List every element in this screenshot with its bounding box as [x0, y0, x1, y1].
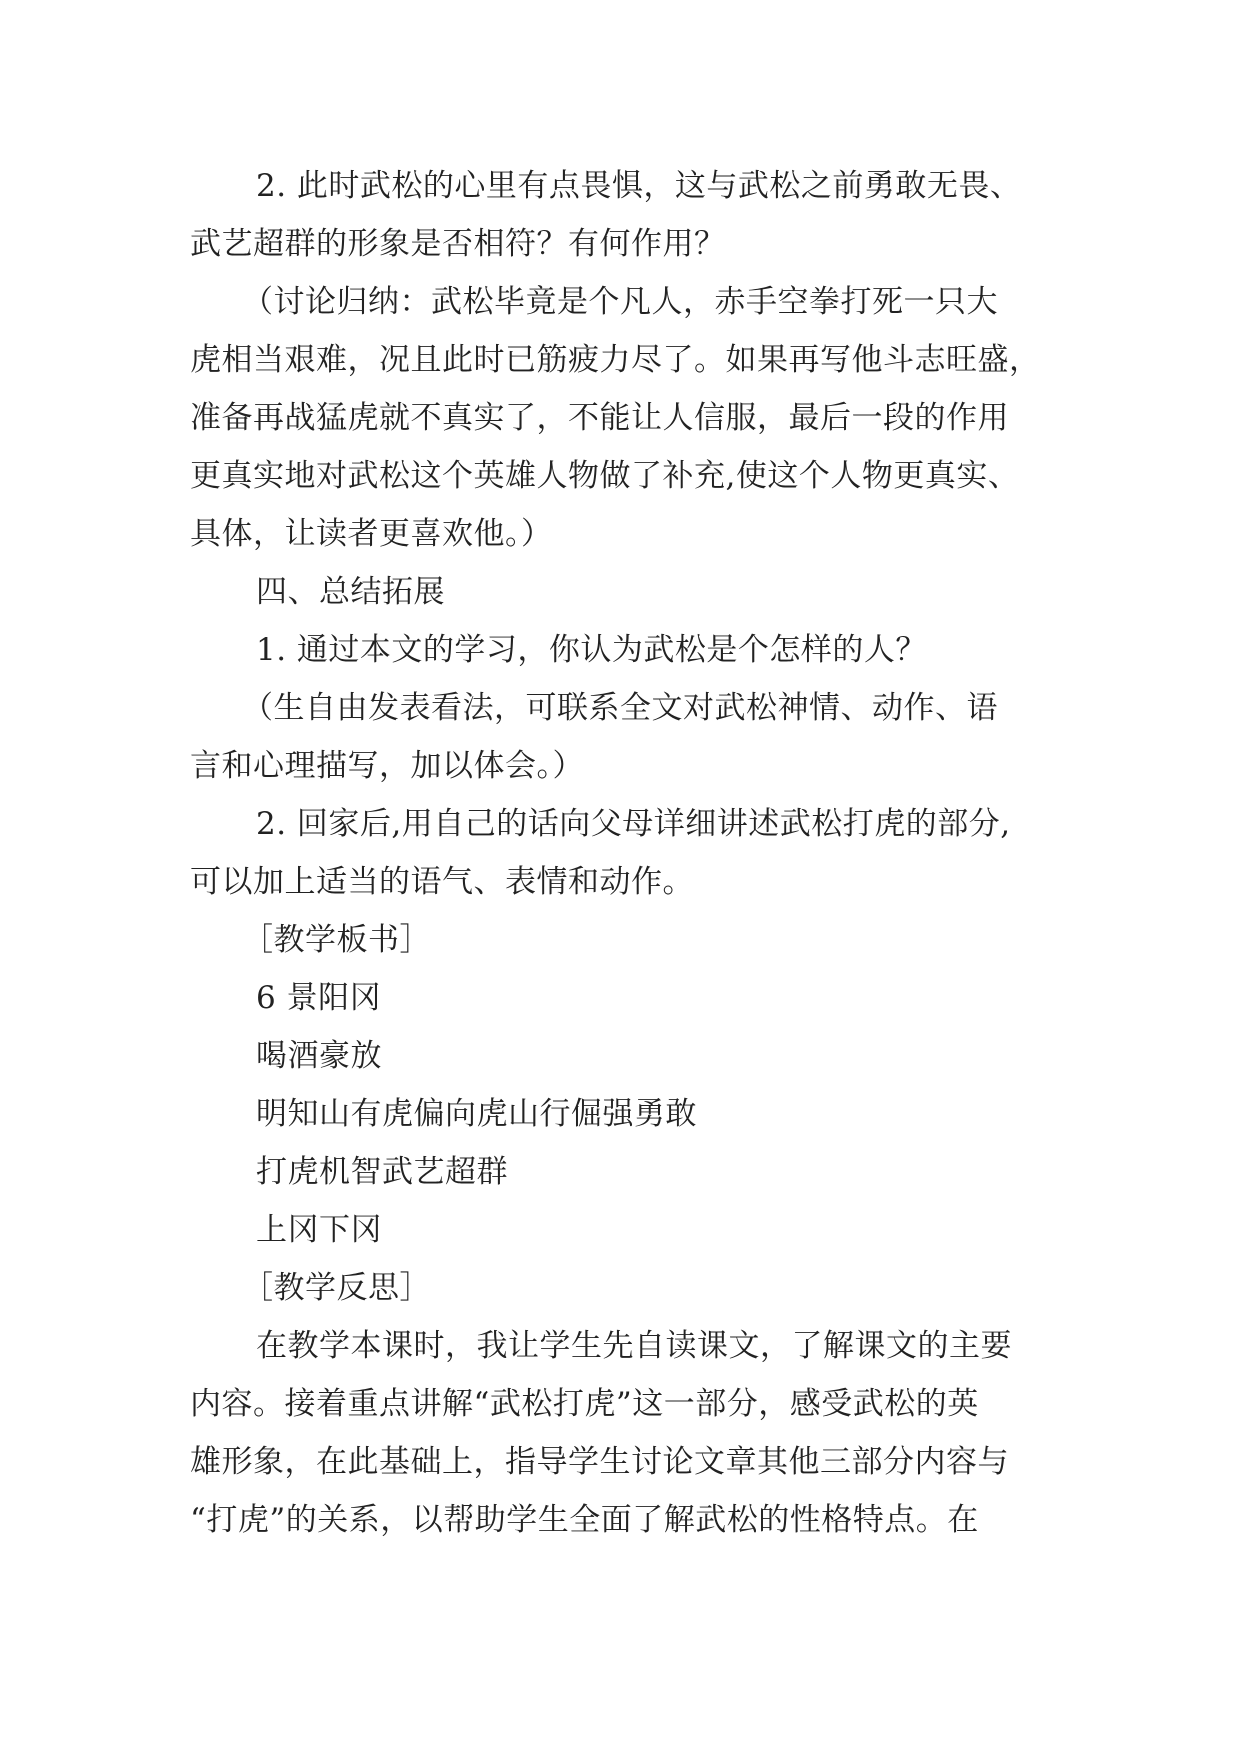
- blackboard-line: 6 景阳冈: [256, 980, 382, 1016]
- paragraph-line: 2. 此时武松的心里有点畏惧，这与武松之前勇敢无畏、: [256, 168, 1022, 204]
- paragraph-line: “打虎”的关系，以帮助学生全面了解武松的性格特点。在: [190, 1502, 979, 1538]
- paragraph-line: 内容。接着重点讲解“武松打虎”这一部分，感受武松的英: [190, 1386, 979, 1422]
- paragraph-line: 更真实地对武松这个英雄人物做了补充,使这个人物更真实、: [190, 458, 1020, 494]
- section-heading: 四、总结拓展: [256, 574, 445, 610]
- paragraph-line: （生自由发表看法，可联系全文对武松神情、动作、语: [242, 690, 998, 726]
- section-heading: ［教学板书］: [242, 922, 431, 958]
- paragraph-line: 雄形象，在此基础上，指导学生讨论文章其他三部分内容与: [190, 1444, 1009, 1480]
- paragraph-line: 虎相当艰难，况且此时已筋疲力尽了。如果再写他斗志旺盛，: [190, 342, 1041, 378]
- blackboard-line: 明知山有虎偏向虎山行倔强勇敢: [256, 1096, 697, 1132]
- paragraph-line: 具体，让读者更喜欢他。）: [190, 516, 553, 552]
- blackboard-line: 喝酒豪放: [256, 1038, 382, 1074]
- paragraph-line: 言和心理描写，加以体会。）: [190, 748, 584, 784]
- paragraph-line: （讨论归纳：武松毕竟是个凡人，赤手空拳打死一只大: [242, 284, 998, 320]
- paragraph-line: 准备再战猛虎就不真实了，不能让人信服，最后一段的作用: [190, 400, 1009, 436]
- blackboard-line: 打虎机智武艺超群: [256, 1154, 508, 1190]
- paragraph-line: 在教学本课时，我让学生先自读课文，了解课文的主要: [256, 1328, 1012, 1364]
- paragraph-line: 2. 回家后,用自己的话向父母详细讲述武松打虎的部分,: [256, 806, 1011, 842]
- paragraph-line: 1. 通过本文的学习，你认为武松是个怎样的人？: [256, 632, 927, 668]
- blackboard-line: 上冈下冈: [256, 1212, 382, 1248]
- paragraph-line: 武艺超群的形象是否相符？有何作用？: [190, 226, 726, 262]
- section-heading: ［教学反思］: [242, 1270, 431, 1306]
- paragraph-line: 可以加上适当的语气、表情和动作。: [190, 864, 694, 900]
